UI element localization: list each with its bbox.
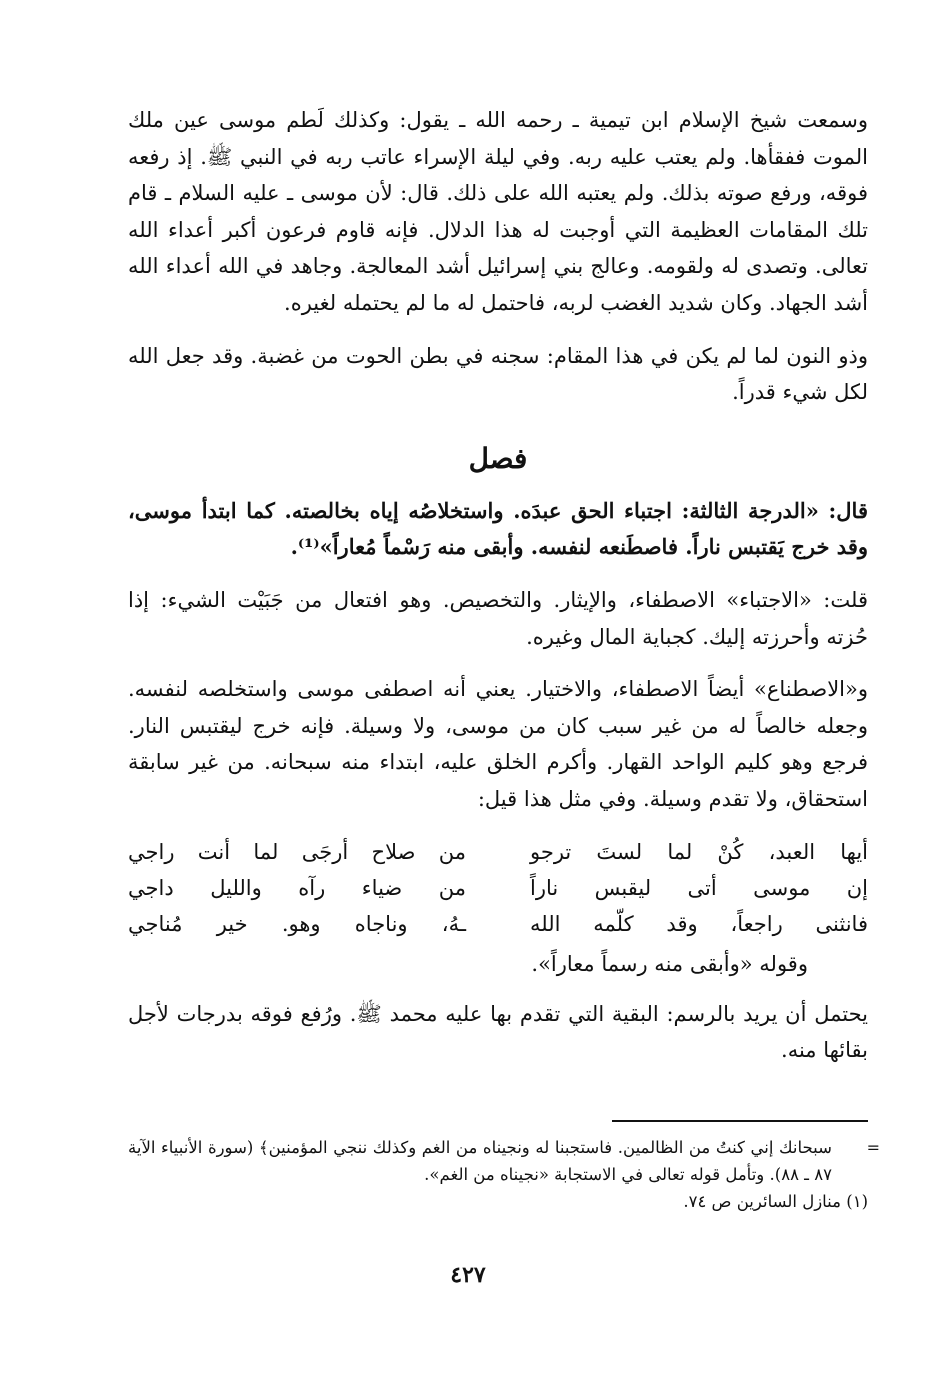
page-number: ٤٢٧ bbox=[450, 1262, 486, 1288]
footnotes bbox=[128, 1134, 880, 1215]
quoted-text: قال: «الدرجة الثالثة: اجتباء الحق عبدَه. واستخلاصُه إياه بخالصته. كما ابتدأ موسى، وقد خرج يَقتبس ناراً. فاصطَنعه لنفسه. وأبقى منه رَسْماً مُعاراً»⁽¹⁾. bbox=[128, 497, 868, 560]
footnote-continuation-mark: = bbox=[866, 1138, 880, 1157]
poem bbox=[128, 834, 868, 942]
paragraph-ibn-taymiyya: وسمعت شيخ الإسلام ابن تيمية ـ رحمه الله ـ يقول: وكذلك لَطم موسى عين ملك الموت ففقأها. ولم يعتب عليه ربه. وفي ليلة الإسراء عاتب ربه في النبي ﷺ. إذ رفعه فوقه، ورفع صوته بذلك. ولم يعتبه الله على ذلك. قال: لأن موسى ـ عليه السلام ـ قام تلك المقامات العظيمة التي أوجبت له هذا الدلال. فإنه قاوم فرعون أكبر أعداء الله تعالى. وتصدى له ولقومه. وعالج بني إسرائيل أشد المعالجة. وجاهد في الله أعداء الله أشد الجهاد. وكان شديد الغضب لربه، فاحتمل له ما لم يحتمله لغيره. bbox=[128, 108, 868, 315]
poem-verse bbox=[128, 834, 868, 870]
verse-first-half: أيها العبد، كُنْ لما لستَ ترجو bbox=[530, 839, 868, 864]
verse-first-half: فانثنى راجعاً، وقد كلّمه الله bbox=[530, 911, 868, 936]
verse-second-half: ـهُ، وناجاه وهو. خير مُناجي bbox=[128, 911, 466, 936]
poem-verse bbox=[128, 906, 868, 942]
verse-second-half: من ضياء رآه والليل داجي bbox=[128, 875, 466, 900]
after-poem-line: وقوله «وأبقى منه رسماً معاراً». bbox=[531, 951, 808, 976]
footnote-divider bbox=[612, 1120, 868, 1122]
page-body bbox=[128, 102, 868, 1085]
section-heading: فصل bbox=[468, 441, 528, 475]
footnote-1: (١) منازل السائرين ص ٧٤. bbox=[683, 1192, 868, 1211]
paragraph-rasm: يحتمل أن يريد بالرسم: البقية التي تقدم بها عليه محمد ﷺ. ورُفع فوقه بدرجات لأجل بقائها منه. bbox=[128, 1001, 868, 1063]
footnote-continuation: سبحانك إني كنتُ من الظالمين. فاستجبنا له ونجيناه من الغم وكذلك ننجي المؤمنين﴾ (سورة الأنبياء الآية ٨٧ ـ ٨٨). وتأمل قوله تعالى في الاستجابة «نجيناه من الغم». bbox=[128, 1138, 832, 1184]
paragraph-istina: و«الاصطناع» أيضاً الاصطفاء، والاختيار. يعني أنه اصطفى موسى واستخلصه لنفسه. وجعله خالصاً له من غير سبب كان من موسى، ولا وسيلة. فإنه خرج ليقتبس النار. فرجع وهو كليم الواحد القهار. وأكرم الخلق عليه، ابتداء منه سبحانه. من غير سابقة استحقاق، ولا تقدم وسيلة. وفي مثل هذا قيل: bbox=[128, 677, 868, 811]
paragraph-dhu-al-nun: وذو النون لما لم يكن في هذا المقام: سجنه في بطن الحوت من غضبة. وقد جعل الله لكل شيء قدراً. bbox=[128, 343, 868, 405]
verse-first-half: إن موسى أتى ليقبس ناراً bbox=[530, 875, 868, 900]
paragraph-ijtiba: قلت: «الاجتباء» الاصطفاء، والإيثار. والتخصيص. وهو افتعال من جَبَيْت الشيء: إذا حُزته وأحرزته إليك. كجباية المال وغيره. bbox=[128, 587, 868, 649]
verse-second-half: من صلاح أرجَى لما أنت راجي bbox=[128, 839, 466, 864]
poem-verse bbox=[128, 870, 868, 906]
